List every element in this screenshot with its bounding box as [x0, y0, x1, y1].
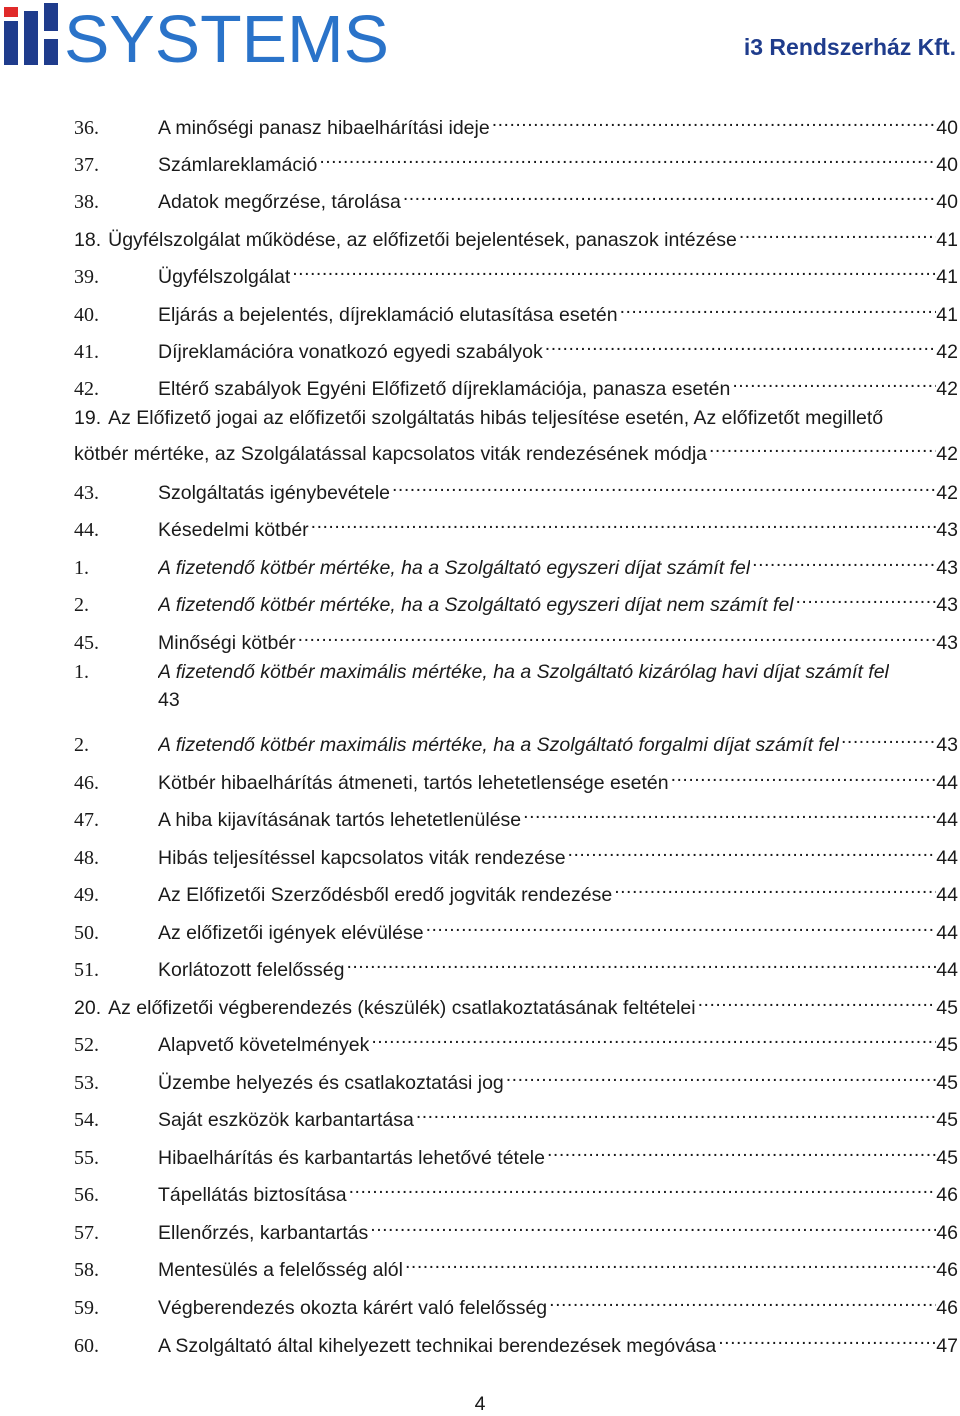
toc-page-number: 44 — [936, 959, 958, 981]
toc-number: 42. — [74, 378, 99, 400]
toc-entry[interactable] — [74, 873, 958, 909]
toc-number: 44. — [74, 519, 99, 541]
toc-number: 1. — [74, 557, 89, 579]
toc-entry[interactable] — [74, 1286, 958, 1322]
toc-page-number: 41 — [936, 229, 958, 251]
toc-title: Ellenőrzés, karbantartás — [158, 1222, 369, 1244]
toc-title: Eljárás a bejelentés, díjreklamáció elutasítása esetén — [158, 304, 618, 326]
toc-entry[interactable] — [74, 106, 958, 142]
toc-entry[interactable] — [74, 621, 958, 657]
toc-number: 38. — [74, 191, 99, 213]
toc-page-number: 44 — [936, 884, 958, 906]
toc-page-number: 41 — [936, 304, 958, 326]
toc-title: A fizetendő kötbér mértéke, ha a Szolgáltató egyszeri díjat számít fel — [158, 557, 751, 579]
toc-number: 50. — [74, 922, 99, 944]
toc-number: 60. — [74, 1335, 99, 1357]
toc-title: Adatok megőrzése, tárolása — [158, 191, 401, 213]
toc-entry[interactable] — [74, 218, 958, 254]
toc-number: 47. — [74, 809, 99, 831]
toc-page-number: 43 — [936, 594, 958, 616]
toc-title: A minőségi panasz hibaelhárítási ideje — [158, 117, 490, 139]
toc-number: 20. — [74, 997, 102, 1019]
toc-entry[interactable] — [74, 1098, 958, 1134]
toc-title: Számlareklamáció — [158, 154, 318, 176]
toc-title: Üzembe helyezés és csatlakoztatási jog — [158, 1072, 504, 1094]
toc-title: Késedelmi kötbér — [158, 519, 309, 541]
toc-entry[interactable] — [74, 1023, 958, 1059]
dot-leader — [707, 432, 936, 460]
toc-page-number: 45 — [936, 1147, 958, 1169]
toc-number: 45. — [74, 632, 99, 654]
toc-page-number: 45 — [936, 997, 958, 1019]
toc-title: Az előfizetői végberendezés (készülék) csatlakoztatásának feltételei — [108, 997, 696, 1019]
dot-leader — [794, 583, 937, 611]
toc-page-number: 47 — [936, 1335, 958, 1357]
toc-page-number: 40 — [936, 191, 958, 213]
toc-title: Az előfizetői igények elévülése — [158, 922, 424, 944]
page-header — [0, 0, 960, 80]
toc-title: Mentesülés a felelősség alól — [158, 1259, 403, 1281]
dot-leader — [344, 948, 936, 976]
dot-leader — [521, 798, 936, 826]
toc-title: Tápellátás biztosítása — [158, 1184, 347, 1206]
toc-entry[interactable] — [74, 911, 958, 947]
toc-page-number: 41 — [936, 266, 958, 288]
toc-title: Hibás teljesítéssel kapcsolatos viták rendezése — [158, 847, 566, 869]
toc-entry[interactable] — [74, 293, 958, 329]
toc-entry[interactable] — [74, 367, 958, 403]
toc-title: A fizetendő kötbér mértéke, ha a Szolgáltató egyszeri díjat nem számít fel — [158, 594, 794, 616]
dot-leader — [730, 367, 936, 395]
toc-entry[interactable] — [74, 836, 958, 872]
toc-title: Korlátozott felelősség — [158, 959, 345, 981]
toc-title: A Szolgáltató által kihelyezett technikai berendezések megóvása — [158, 1335, 717, 1357]
toc-page-number: 42 — [936, 443, 958, 465]
toc-number: 43. — [74, 482, 99, 504]
toc-entry[interactable] — [74, 471, 958, 507]
toc-number: 56. — [74, 1184, 99, 1206]
toc-entry[interactable] — [74, 1173, 958, 1209]
toc-page-number: 44 — [936, 772, 958, 794]
dot-leader — [368, 1211, 936, 1239]
toc-number: 53. — [74, 1072, 99, 1094]
toc-entry[interactable] — [74, 1324, 958, 1360]
toc-page-number: 40 — [936, 117, 958, 139]
toc-entry[interactable] — [74, 546, 958, 582]
dot-leader — [669, 761, 937, 789]
toc-number: 58. — [74, 1259, 99, 1281]
toc-entry[interactable] — [74, 723, 958, 759]
toc-page-number: 46 — [936, 1259, 958, 1281]
toc-page-number: 45 — [936, 1109, 958, 1131]
toc-title: Saját eszközök karbantartása — [158, 1109, 414, 1131]
dot-leader — [750, 546, 936, 574]
toc-number: 49. — [74, 884, 99, 906]
toc-entry[interactable] — [74, 583, 958, 619]
toc-number: 41. — [74, 341, 99, 363]
toc-page-number: 44 — [936, 847, 958, 869]
dot-leader — [618, 293, 937, 321]
toc-number: 59. — [74, 1297, 99, 1319]
dot-leader — [696, 986, 937, 1014]
toc-title: Hibaelhárítás és karbantartás lehetővé tétele — [158, 1147, 545, 1169]
toc-entry[interactable] — [74, 798, 958, 834]
toc-number: 18. — [74, 229, 102, 251]
toc-entry[interactable] — [74, 180, 958, 216]
toc-page-number: 44 — [936, 809, 958, 831]
dot-leader — [309, 508, 937, 536]
toc-title: Az Előfizetői Szerződésből eredő jogviták rendezése — [158, 884, 613, 906]
dot-leader — [716, 1324, 936, 1352]
dot-leader — [414, 1098, 936, 1126]
toc-entry[interactable] — [74, 986, 958, 1022]
toc-page-number: 43 — [936, 632, 958, 654]
toc-entry[interactable] — [74, 1248, 958, 1284]
i3-systems-logo — [4, 3, 394, 67]
dot-leader — [504, 1061, 937, 1089]
toc-page-number: 45 — [936, 1072, 958, 1094]
toc-number: 54. — [74, 1109, 99, 1131]
toc-page-number: 45 — [936, 1034, 958, 1056]
toc-page-number: 43 — [158, 689, 180, 711]
toc-entry[interactable] — [74, 1211, 958, 1247]
toc-entry[interactable] — [74, 1136, 958, 1172]
toc-title: Végberendezés okozta kárért való felelősség — [158, 1297, 548, 1319]
toc-title: Szolgáltatás igénybevétele — [158, 482, 390, 504]
toc-title: Alapvető követelmények — [158, 1034, 370, 1056]
toc-page-number: 40 — [936, 154, 958, 176]
toc-number: 46. — [74, 772, 99, 794]
dot-leader — [839, 723, 936, 751]
toc-page-number: 44 — [936, 922, 958, 944]
toc-title: Díjreklamációra vonatkozó egyedi szabályok — [158, 341, 543, 363]
toc-number: 39. — [74, 266, 99, 288]
toc-number: 51. — [74, 959, 99, 981]
toc-entry[interactable] — [74, 761, 958, 797]
toc-entry[interactable] — [74, 143, 958, 179]
toc-entry[interactable] — [74, 508, 958, 544]
toc-title: Ügyfélszolgálat működése, az előfizetői bejelentések, panaszok intézése — [108, 229, 737, 251]
toc-number: 37. — [74, 154, 99, 176]
toc-number: 19. — [74, 407, 102, 429]
toc-title: Ügyfélszolgálat — [158, 266, 291, 288]
toc-page-number: 43 — [936, 519, 958, 541]
toc-number: 55. — [74, 1147, 99, 1169]
dot-leader — [401, 180, 936, 208]
toc-number: 36. — [74, 117, 99, 139]
dot-leader — [403, 1248, 936, 1276]
toc-title: Kötbér hibaelhárítás átmeneti, tartós lehetetlensége esetén — [158, 772, 669, 794]
dot-leader — [369, 1023, 936, 1051]
toc-entry[interactable] — [74, 658, 958, 714]
toc-title: Eltérő szabályok Egyéni Előfizető díjreklamációja, panasza esetén — [158, 378, 731, 400]
toc-page-number: 46 — [936, 1297, 958, 1319]
dot-leader — [290, 255, 936, 283]
toc-number: 57. — [74, 1222, 99, 1244]
dot-leader — [547, 1286, 936, 1314]
dot-leader — [566, 836, 937, 864]
toc-page-number: 42 — [936, 341, 958, 363]
toc-page-number: 42 — [936, 482, 958, 504]
dot-leader — [737, 218, 936, 246]
toc-page-number: 43 — [936, 557, 958, 579]
toc-entry[interactable] — [74, 255, 958, 291]
toc-title: A fizetendő kötbér maximális mértéke, ha a Szolgáltató kizárólag havi díjat számít fel — [158, 661, 889, 683]
toc-page-number: 43 — [936, 734, 958, 756]
toc-number: 48. — [74, 847, 99, 869]
toc-number: 1. — [74, 661, 89, 683]
toc-page-number: 42 — [936, 378, 958, 400]
toc-title: A hiba kijavításának tartós lehetetlenülése — [158, 809, 522, 831]
toc-page-number: 46 — [936, 1184, 958, 1206]
dot-leader — [545, 1136, 936, 1164]
toc-title: A fizetendő kötbér maximális mértéke, ha a Szolgáltató forgalmi díjat számít fel — [158, 734, 839, 756]
dot-leader — [390, 471, 936, 499]
toc-title: kötbér mértéke, az Szolgálatással kapcsolatos viták rendezésének módja — [74, 443, 707, 465]
toc-number: 2. — [74, 734, 89, 756]
toc-number: 52. — [74, 1034, 99, 1056]
dot-leader — [543, 330, 937, 358]
dot-leader — [424, 911, 937, 939]
svg-text:SYSTEMS: SYSTEMS — [64, 3, 389, 67]
toc-title: Minőségi kötbér — [158, 632, 296, 654]
page-number: 4 — [474, 1393, 486, 1415]
dot-leader — [490, 106, 937, 134]
toc-entry[interactable] — [74, 1061, 958, 1097]
toc-entry[interactable] — [74, 948, 958, 984]
toc-entry[interactable] — [74, 330, 958, 366]
toc-number: 40. — [74, 304, 99, 326]
toc-title-line: Az Előfizető jogai az előfizetői szolgáltatás hibás teljesítése esetén, Az előfizetőt megillető — [108, 407, 884, 429]
dot-leader — [612, 873, 936, 901]
toc-entry[interactable] — [74, 404, 958, 468]
toc-page-number: 46 — [936, 1222, 958, 1244]
company-name: i3 Rendszerház Kft. — [743, 34, 956, 60]
dot-leader — [296, 621, 937, 649]
dot-leader — [317, 143, 936, 171]
toc-number: 2. — [74, 594, 89, 616]
dot-leader — [347, 1173, 937, 1201]
